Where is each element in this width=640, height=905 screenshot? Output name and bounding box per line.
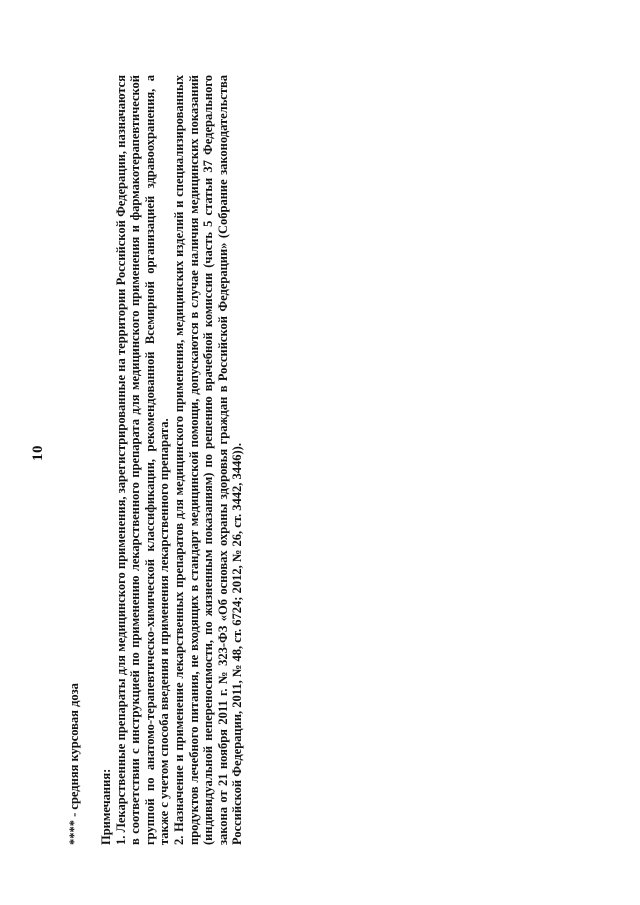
note-2: 2. Назначение и применение лекарственных препаратов для медицинского применения, медицинских изделий и специализированных продуктов лечебного питания, не входящих в стандарт медицинской помощи, допускаются в случае наличия медицинских показаний (индивидуальной непереносимости, по жизненным показаниям) по решению врачебной комиссии (часть 5 статьи 37 Федерального закона от 21 ноября 2011 г. № 323-ФЗ «Об основах охраны здоровья граждан в Российской Федерации» (Собрание законодательства Российской Федерации, 2011, № 48, ст. 6724; 2012, № 26, ст. 3442, 3446)).: [171, 75, 245, 845]
footnote-course-dose: **** - средняя курсовая доза: [67, 683, 81, 845]
notes-section: [99, 75, 245, 845]
note-1: 1. Лекарственные препараты для медицинского применения, зарегистрированные на территории Российской Федерации, назначаются в соответствии с инструкцией по применению лекарственного препарата для медицинского применения и фармакотерапевтической группой по анатомо-терапевтическо-химической классификации, рекомендованной Всемирной организацией здравоохранения, а также с учетом способа введения и применения лекарственного препарата.: [113, 75, 172, 845]
page-number: 10: [30, 445, 46, 461]
notes-heading: Примечания:: [99, 768, 113, 845]
